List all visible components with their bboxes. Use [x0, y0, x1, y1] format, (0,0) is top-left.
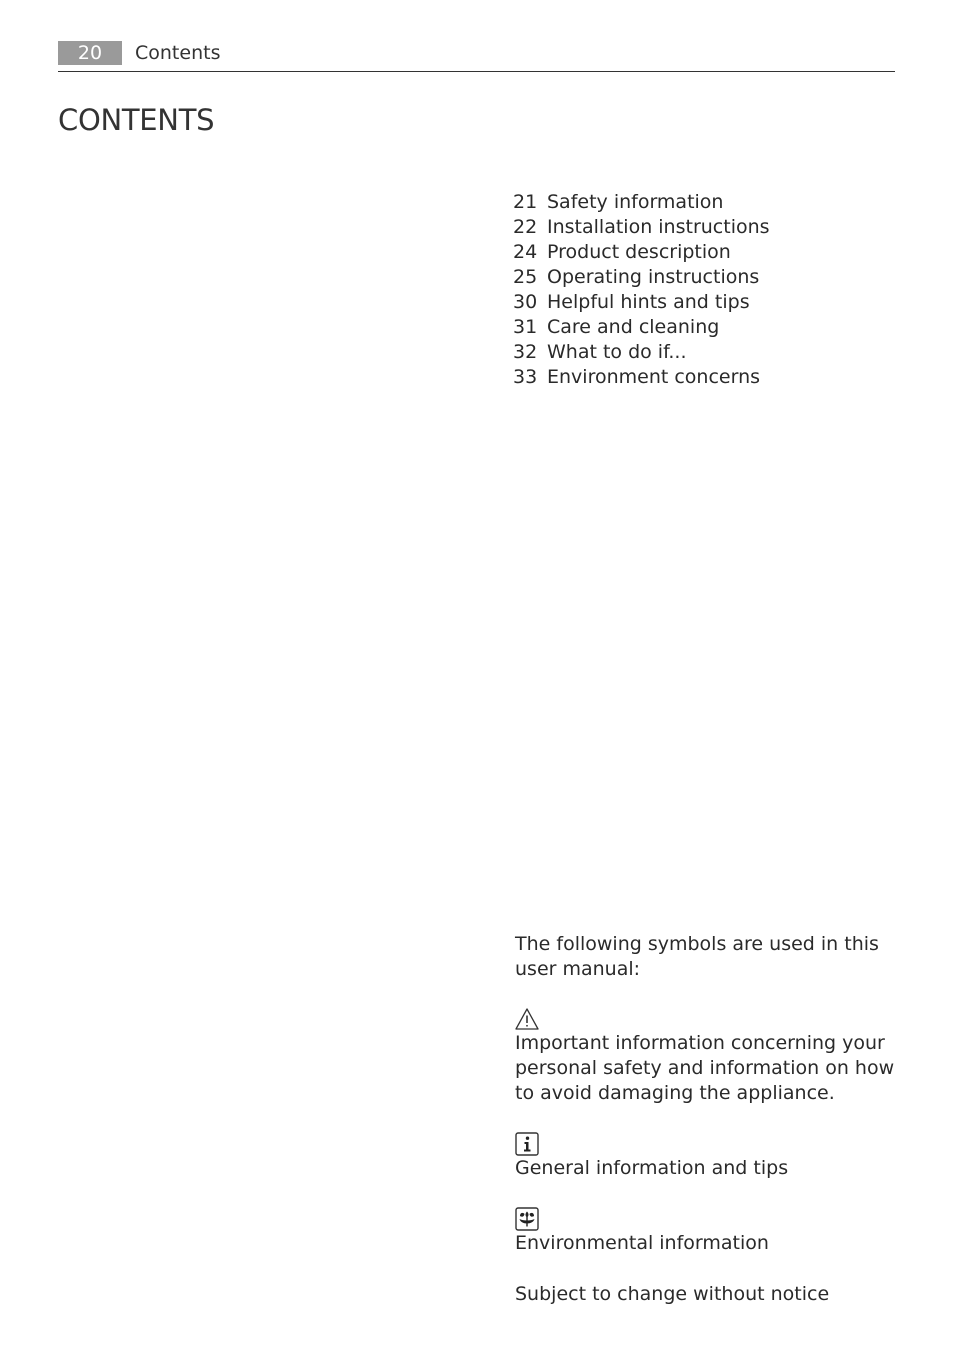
symbols-legend [515, 932, 895, 1307]
symbol-warning-text: Important information concerning your personal safety and information on how to avoid damaging the appliance. [515, 1032, 895, 1104]
change-notice: Subject to change without notice [515, 1283, 830, 1305]
warning-triangle-icon [515, 1007, 539, 1031]
symbol-info-block [515, 1132, 895, 1181]
toc-label: Installation instructions [547, 216, 770, 238]
toc-label: Safety information [547, 191, 724, 213]
toc-item[interactable] [513, 340, 770, 365]
symbol-environment-block [515, 1207, 895, 1256]
toc-label: Helpful hints and tips [547, 291, 750, 313]
toc-item[interactable] [513, 190, 770, 215]
toc-item[interactable] [513, 215, 770, 240]
toc-page-number: 25 [513, 266, 538, 288]
page-header [58, 40, 895, 72]
toc-page-number: 33 [513, 366, 538, 388]
toc-item[interactable] [513, 290, 770, 315]
toc-page-number: 22 [513, 216, 538, 238]
toc-page-number: 32 [513, 341, 538, 363]
page-title: CONTENTS [58, 103, 215, 137]
toc-label: Care and cleaning [547, 316, 720, 338]
info-icon [515, 1132, 539, 1156]
toc-item[interactable] [513, 240, 770, 265]
table-of-contents [513, 190, 770, 390]
toc-item[interactable] [513, 365, 770, 390]
symbol-info-text: General information and tips [515, 1157, 789, 1179]
environment-icon [515, 1207, 539, 1231]
toc-page-number: 24 [513, 241, 538, 263]
toc-label: What to do if... [547, 341, 687, 363]
symbols-intro: The following symbols are used in this user manual: [515, 933, 879, 980]
toc-page-number: 31 [513, 316, 538, 338]
toc-item[interactable] [513, 265, 770, 290]
header-section-title: Contents [135, 42, 221, 64]
symbol-environment-text: Environmental information [515, 1232, 769, 1254]
page-number: 20 [58, 41, 122, 65]
toc-label: Environment concerns [547, 366, 761, 388]
toc-page-number: 30 [513, 291, 538, 313]
toc-label: Operating instructions [547, 266, 760, 288]
toc-page-number: 21 [513, 191, 538, 213]
toc-label: Product description [547, 241, 731, 263]
toc-item[interactable] [513, 315, 770, 340]
symbol-warning-block [515, 1007, 895, 1106]
